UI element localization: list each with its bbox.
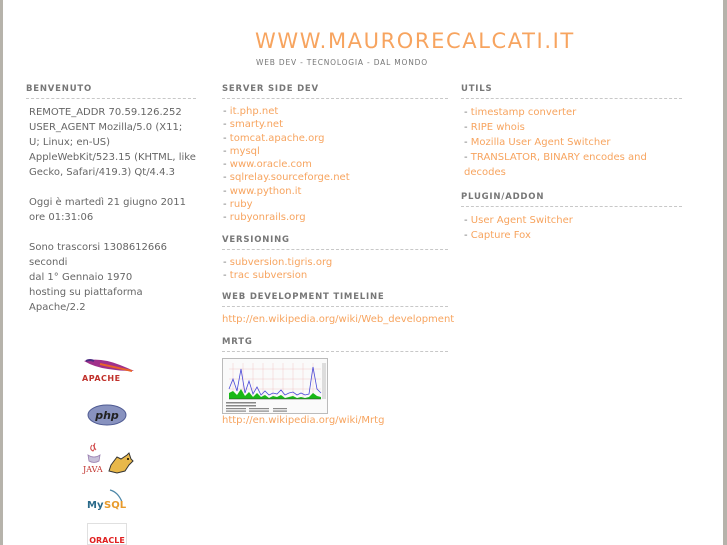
link-smarty-net[interactable]: smarty.net xyxy=(229,119,283,131)
utils-list xyxy=(461,105,682,180)
mysql-logo[interactable] xyxy=(86,488,128,514)
web-dev-timeline-section xyxy=(222,292,455,327)
bullet-dash: - xyxy=(223,212,230,224)
user-agent: USER_AGENT Mozilla/5.0 (X11; U; Linux; en-US) AppleWebKit/523.15 (KHTML, like Gecko, Safari/419.3) Qt/4.4.3 xyxy=(29,122,196,178)
links-column-right xyxy=(461,84,682,253)
java-logo[interactable] xyxy=(82,441,106,475)
versioning-list xyxy=(222,256,448,283)
list-item xyxy=(223,198,448,211)
mrtg-heading: MRTG xyxy=(222,337,448,352)
list-item xyxy=(223,211,448,224)
plugin-addon-heading: PLUGIN/ADDON xyxy=(461,192,682,207)
list-item xyxy=(464,105,682,120)
link-trac-subversion[interactable]: trac subversion xyxy=(229,269,308,281)
list-item xyxy=(464,213,682,228)
elapsed-seconds: Sono trascorsi 1308612666 secondi xyxy=(29,242,167,268)
link-subversion-tigris[interactable]: subversion.tigris.org xyxy=(229,256,333,268)
link-user-agent-switcher[interactable]: User Agent Switcher xyxy=(470,215,573,226)
list-item xyxy=(223,158,448,171)
utils-section xyxy=(461,84,682,180)
benvenuto-column xyxy=(26,84,196,330)
list-item xyxy=(223,269,448,282)
utils-heading: UTILS xyxy=(461,84,682,99)
svg-text:ORACLE: ORACLE xyxy=(89,536,125,545)
link-mozilla-user-agent-switcher[interactable]: Mozilla User Agent Switcher xyxy=(470,137,611,148)
bullet-dash: - xyxy=(464,137,471,148)
mrtg-graph-thumbnail[interactable] xyxy=(222,358,328,414)
list-item xyxy=(464,150,682,180)
link-mysql[interactable]: mysql xyxy=(229,145,260,157)
bullet-dash: - xyxy=(464,107,471,118)
bullet-dash: - xyxy=(464,122,471,133)
list-item xyxy=(223,171,448,184)
link-tomcat-apache-org[interactable]: tomcat.apache.org xyxy=(229,132,325,144)
svg-text:php: php xyxy=(95,409,119,422)
versioning-heading: VERSIONING xyxy=(222,235,448,250)
bullet-dash: - xyxy=(223,185,230,197)
current-date: Oggi è martedì 21 giugno 2011 ore 01:31:06 xyxy=(29,197,187,223)
list-item xyxy=(223,145,448,158)
link-rubyonrails-org[interactable]: rubyonrails.org xyxy=(229,212,306,224)
bullet-dash: - xyxy=(223,106,230,117)
list-item xyxy=(223,118,448,131)
site-tagline: WEB DEV - TECNOLOGIA - DAL MONDO xyxy=(256,58,428,67)
page-frame-left xyxy=(0,0,3,545)
epoch-text: dal 1° Gennaio 1970 xyxy=(29,272,133,283)
bullet-dash: - xyxy=(223,256,230,268)
list-item xyxy=(223,256,448,269)
link-it-php-net[interactable]: it.php.net xyxy=(229,106,279,117)
bullet-dash: - xyxy=(223,199,230,211)
bullet-dash: - xyxy=(464,215,471,226)
list-item xyxy=(464,228,682,243)
list-item xyxy=(464,135,682,150)
list-item xyxy=(223,185,448,198)
link-translator-binary[interactable]: TRANSLATOR, BINARY encodes and decodes xyxy=(464,152,647,178)
benvenuto-heading: BENVENUTO xyxy=(26,84,196,99)
server-side-dev-list xyxy=(222,105,448,225)
bullet-dash: - xyxy=(223,145,230,157)
bullet-dash: - xyxy=(223,269,230,281)
bullet-dash: - xyxy=(464,152,471,163)
bullet-dash: - xyxy=(223,159,230,171)
tomcat-logo[interactable] xyxy=(107,451,135,475)
bullet-dash: - xyxy=(464,230,471,241)
link-mrtg-wiki[interactable]: http://en.wikipedia.org/wiki/Mrtg xyxy=(222,415,385,427)
php-logo[interactable] xyxy=(87,404,127,426)
hosting-text: hosting su piattaforma Apache/2.2 xyxy=(29,287,143,313)
svg-text:SQL: SQL xyxy=(104,500,127,511)
list-item xyxy=(223,105,448,118)
mrtg-section xyxy=(222,337,448,428)
plugin-addon-list xyxy=(461,213,682,243)
remote-addr: REMOTE_ADDR 70.59.126.252 xyxy=(29,107,182,118)
link-capture-fox[interactable]: Capture Fox xyxy=(470,230,531,241)
plugin-addon-section xyxy=(461,192,682,243)
list-item xyxy=(464,120,682,135)
link-timestamp-converter[interactable]: timestamp converter xyxy=(470,107,577,118)
svg-text:APACHE: APACHE xyxy=(82,374,121,383)
bullet-dash: - xyxy=(223,119,230,131)
oracle-logo[interactable] xyxy=(87,523,127,545)
visitor-info xyxy=(26,105,196,315)
link-web-development-wiki[interactable]: http://en.wikipedia.org/wiki/Web_development xyxy=(222,314,455,326)
svg-text:JAVA: JAVA xyxy=(83,465,103,474)
bullet-dash: - xyxy=(223,172,230,184)
web-dev-timeline-heading: WEB DEVELOPMENT TIMELINE xyxy=(222,292,448,307)
server-side-dev-heading: SERVER SIDE DEV xyxy=(222,84,448,99)
svg-text:My: My xyxy=(87,500,104,511)
server-side-dev-section xyxy=(222,84,448,225)
list-item xyxy=(223,132,448,145)
link-oracle-com[interactable]: www.oracle.com xyxy=(229,159,312,171)
versioning-section xyxy=(222,235,448,283)
apache-logo[interactable] xyxy=(80,355,136,383)
link-python-it[interactable]: www.python.it xyxy=(229,185,302,197)
links-column-middle xyxy=(222,84,455,438)
page-frame-right xyxy=(723,0,727,545)
site-title[interactable]: WWW.MAURORECALCATI.IT xyxy=(255,29,575,53)
link-ruby[interactable]: ruby xyxy=(229,199,253,211)
link-ripe-whois[interactable]: RIPE whois xyxy=(470,122,525,133)
bullet-dash: - xyxy=(223,132,230,144)
link-sqlrelay[interactable]: sqlrelay.sourceforge.net xyxy=(229,172,350,184)
